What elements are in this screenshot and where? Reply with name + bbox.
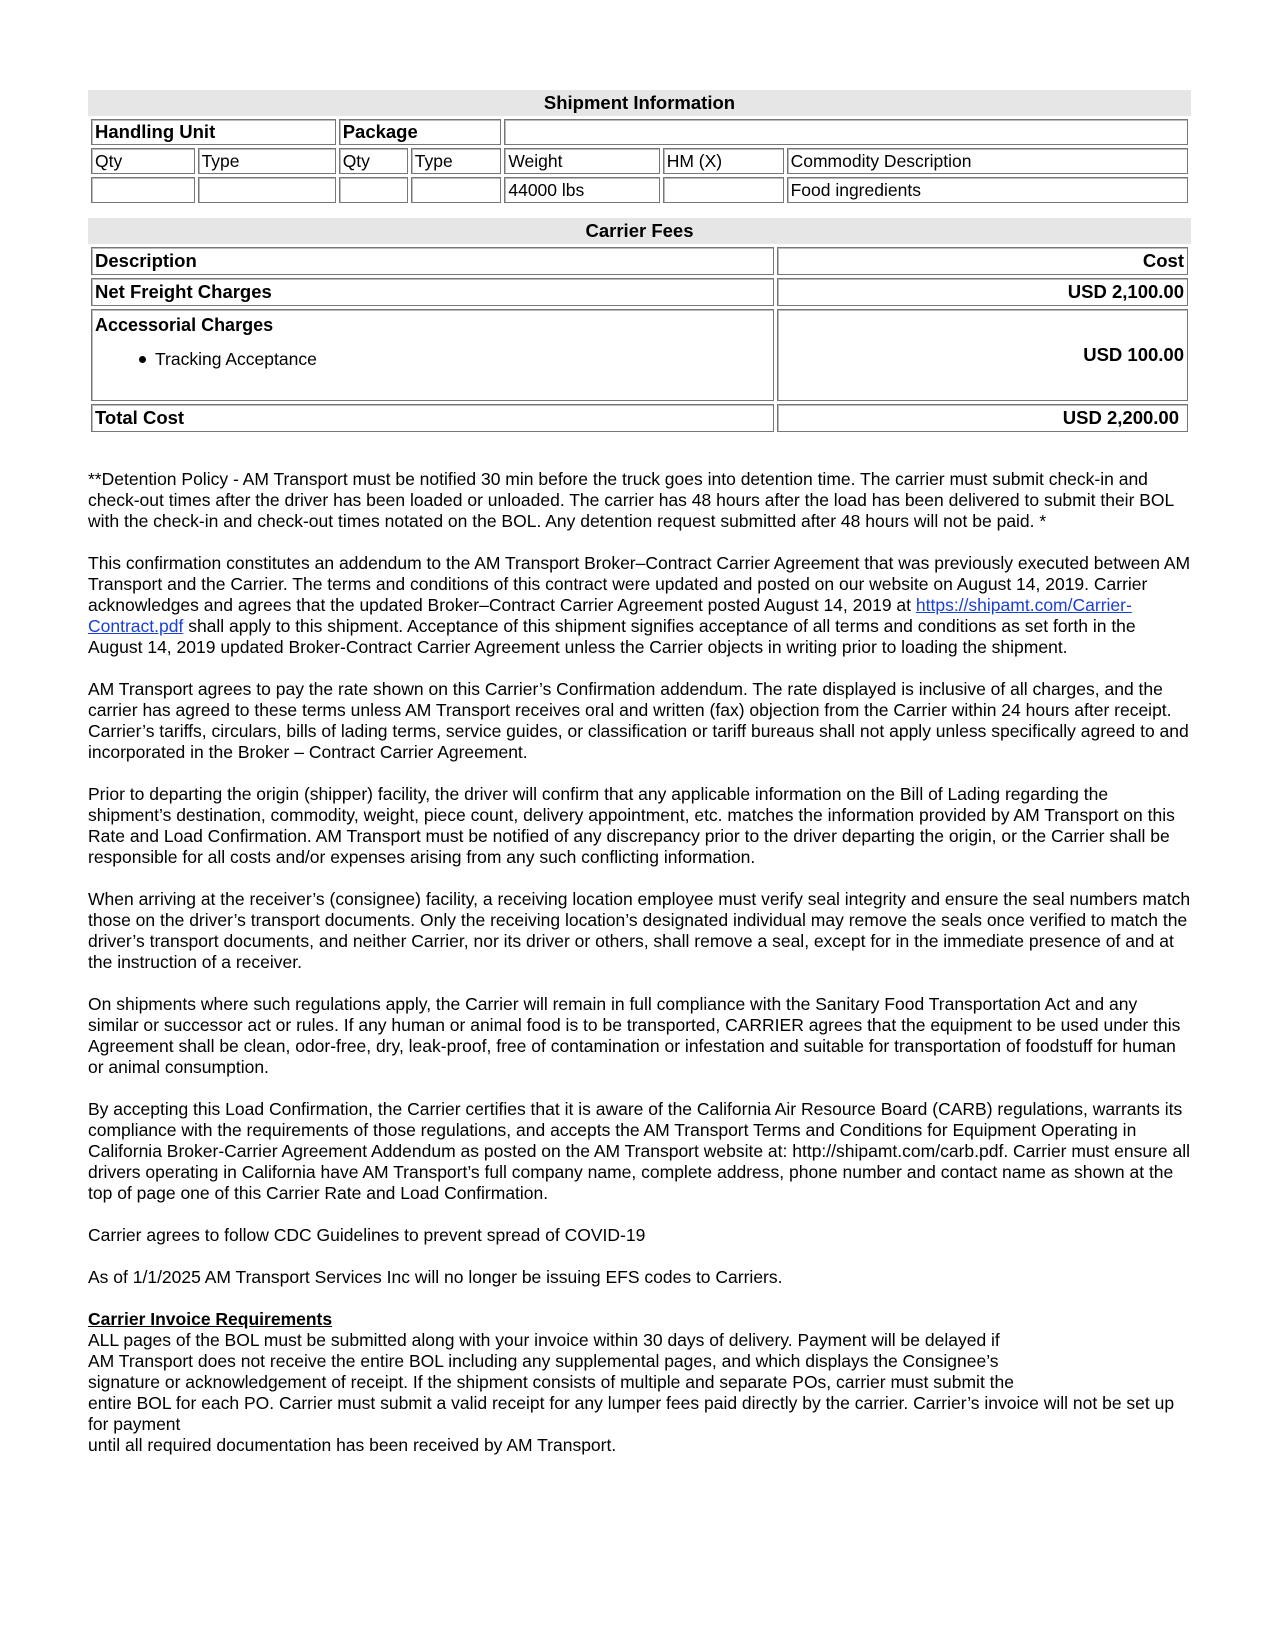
- accessorial-list: [95, 348, 770, 370]
- accessorial-cost-cell: [777, 309, 1188, 401]
- weight-cell: 44000 lbs: [504, 177, 659, 203]
- invoice-line: AM Transport does not receive the entire BOL including any supplemental pages, and which displays the Consignee’s: [88, 1351, 999, 1371]
- net-freight-cost: USD 2,100.00: [777, 278, 1188, 306]
- package-header: Package: [339, 119, 502, 145]
- invoice-requirements: [88, 1309, 1191, 1456]
- total-cost-value: USD 2,200.00: [777, 404, 1188, 432]
- invoice-line: until all required documentation has been received by AM Transport.: [88, 1435, 617, 1455]
- net-freight-label: Net Freight Charges: [91, 278, 774, 306]
- shipment-information-title: Shipment Information: [88, 90, 1191, 116]
- handling-qty-cell: [91, 177, 195, 203]
- addendum-paragraph: [88, 553, 1191, 658]
- hazmat-cell: [663, 177, 784, 203]
- detention-policy-paragraph: **Detention Policy - AM Transport must be notified 30 min before the truck goes into detention time. The carrier must submit check-in and check-out times after the driver has been loaded or unloaded. The carrier has 48 hours after the load has been delivered to submit their BOL with the check-in and check-out times notated on the BOL. Any detention request submitted after 48 hours will not be paid. *: [88, 469, 1174, 531]
- document-page: [88, 90, 1191, 1456]
- shipment-group-header-row: [91, 119, 1188, 145]
- origin-paragraph: Prior to departing the origin (shipper) facility, the driver will confirm that any applicable information on the Bill of Lading regarding the shipment’s destination, commodity, weight, piece count, delivery appointment, etc. matches the information provided by AM Transport on this Rate and Load Confirmation. AM Transport must be notified of any discrepancy prior to the driver departing the origin, or the Carrier shall be responsible for all costs and/or expenses arising from any such conflicting information.: [88, 784, 1175, 867]
- net-freight-row: [91, 278, 1188, 306]
- accessorial-cost: USD 100.00: [1083, 344, 1184, 365]
- total-cost-label: Total Cost: [91, 404, 774, 432]
- column-header: Commodity Description: [787, 148, 1188, 174]
- cost-header: Cost: [777, 247, 1188, 275]
- rate-paragraph: AM Transport agrees to pay the rate shown on this Carrier’s Confirmation addendum. The rate displayed is inclusive of all charges, and the carrier has agreed to these terms unless AM Transport receives oral and written (fax) objection from the Carrier within 24 hours after receipt. Carrier’s tariffs, circulars, bills of lading terms, service guides, or classification or tariff bureaus shall not apply unless specifically agreed to and incorporated in the Broker – Contract Carrier Agreement.: [88, 679, 1189, 762]
- commodity-description-cell: Food ingredients: [787, 177, 1188, 203]
- carrier-fees-title: Carrier Fees: [88, 218, 1191, 244]
- carrier-contract-link[interactable]: https://shipamt.com/Carrier-Contract.pdf: [88, 595, 1132, 636]
- terms-section: [88, 469, 1191, 1456]
- shipment-column-header-row: [91, 148, 1188, 174]
- column-header: Type: [411, 148, 502, 174]
- invoice-line: entire BOL for each PO. Carrier must submit a valid receipt for any lumper fees paid directly by the carrier. Carrier’s invoice will not be set up for payment: [88, 1393, 1175, 1434]
- accessorial-row: [91, 309, 1188, 401]
- seal-paragraph: When arriving at the receiver’s (consignee) facility, a receiving location employee must verify seal integrity and ensure the seal numbers match those on the driver’s transport documents. Only the receiving location’s designated individual may remove the seals once verified to match the driver’s transport documents, and neither Carrier, nor its driver or others, shall remove a seal, except for in the immediate presence of and at the instruction of a receiver.: [88, 889, 1191, 972]
- handling-unit-header: Handling Unit: [91, 119, 336, 145]
- sanitary-food-paragraph: On shipments where such regulations apply, the Carrier will remain in full compliance with the Sanitary Food Transportation Act and any similar or successor act or rules. If any human or animal food is to be transported, CARRIER agrees that the equipment to be used under this Agreement shall be clean, odor-free, dry, leak-proof, free of contamination or infestation and suitable for transportation of foodstuff for human or animal consumption.: [88, 994, 1181, 1077]
- covid-paragraph: Carrier agrees to follow CDC Guidelines to prevent spread of COVID-19: [88, 1225, 646, 1245]
- column-header: Weight: [504, 148, 659, 174]
- description-header: Description: [91, 247, 774, 275]
- list-item: Tracking Acceptance: [155, 348, 770, 370]
- handling-type-cell: [198, 177, 336, 203]
- shipment-table: [88, 116, 1191, 206]
- blank-group-header: [504, 119, 1188, 145]
- efs-paragraph: As of 1/1/2025 AM Transport Services Inc will no longer be issuing EFS codes to Carriers.: [88, 1267, 783, 1287]
- package-qty-cell: [339, 177, 408, 203]
- package-type-cell: [411, 177, 502, 203]
- accessorial-label: Accessorial Charges: [95, 315, 274, 335]
- addendum-text-after: shall apply to this shipment. Acceptance of this shipment signifies acceptance of all terms and conditions as set forth in the August 14, 2019 updated Broker-Contract Carrier Agreement unless the Carrier objects in writing prior to loading the shipment.: [88, 616, 1136, 657]
- invoice-line: signature or acknowledgement of receipt. If the shipment consists of multiple and separate POs, carrier must submit the: [88, 1372, 1014, 1392]
- column-header: Type: [198, 148, 336, 174]
- invoice-line: ALL pages of the BOL must be submitted along with your invoice within 30 days of delivery. Payment will be delayed if: [88, 1330, 1000, 1350]
- carb-paragraph: By accepting this Load Confirmation, the Carrier certifies that it is aware of the California Air Resource Board (CARB) regulations, warrants its compliance with the requirements of those regulations, and accepts the AM Transport Terms and Conditions for Equipment Operating in California Broker-Carrier Agreement Addendum as posted on the AM Transport website at: http://shipamt.com/carb.pdf. Carrier must ensure all drivers operating in California have AM Transport’s full company name, complete address, phone number and contact name as shown at the top of page one of this Carrier Rate and Load Confirmation.: [88, 1099, 1191, 1203]
- accessorial-description-cell: [91, 309, 774, 401]
- column-header: Qty: [91, 148, 195, 174]
- column-header: Qty: [339, 148, 408, 174]
- total-row: [91, 404, 1188, 432]
- carrier-fees-table: [88, 244, 1191, 435]
- table-row: [91, 177, 1188, 203]
- invoice-requirements-heading: Carrier Invoice Requirements: [88, 1309, 333, 1329]
- fees-header-row: [91, 247, 1188, 275]
- column-header: HM (X): [663, 148, 784, 174]
- addendum-text-before: This confirmation constitutes an addendum to the AM Transport Broker–Contract Carrier Agreement that was previously executed between AM Transport and the Carrier. The terms and conditions of this contract were updated and posted on our website on August 14, 2019. Carrier acknowledges and agrees that the updated Broker–Contract Carrier Agreement posted August 14, 2019 at: [88, 553, 1191, 615]
